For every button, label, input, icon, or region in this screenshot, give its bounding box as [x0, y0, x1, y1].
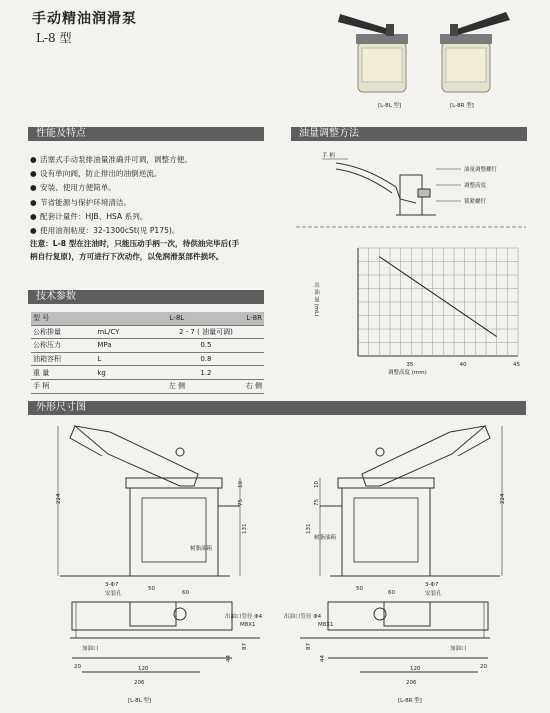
- adjust-label: 油量调整螺钉: [464, 167, 498, 173]
- feature-item: ● 活塞式手动泵排油量准确并可调，调整方便。: [30, 155, 192, 164]
- mount-hole-label: 安装孔: [425, 591, 442, 597]
- param-name: 公称排量: [31, 325, 95, 339]
- dim-206: 206: [406, 680, 417, 686]
- outlet-label: 出油口管径 Φ4: [225, 614, 263, 620]
- thread-label: M8X1: [318, 622, 334, 628]
- dim-50: 50: [148, 586, 155, 592]
- dim-drawing-right: [280, 418, 525, 708]
- param-value: 2 - 7 ( 油量可调): [148, 325, 264, 339]
- dim-224: 224: [500, 493, 506, 504]
- table-row: [31, 325, 264, 339]
- inlet-label: 加油口: [82, 646, 99, 652]
- chart-series-line: [379, 257, 496, 337]
- dim-224: 224: [56, 493, 62, 504]
- outlet-label: 出油口管径 Φ4: [284, 614, 322, 620]
- model-subtitle: L-8 型: [36, 31, 72, 45]
- usage-note-line: 柄自行复原)，方可进行下次动作，以免润滑泵部件损坏。: [30, 252, 224, 261]
- dim-87: 87: [306, 643, 312, 650]
- feature-item: ● 安装、使用方便简单。: [30, 183, 116, 193]
- pump-photo-left: [338, 14, 408, 92]
- dim-drawing-left: [30, 418, 275, 708]
- adjust-label: 锁紧螺钉: [464, 199, 487, 205]
- chart-tick-label: 45: [513, 362, 520, 368]
- dim-44: 44: [226, 655, 232, 662]
- table-header: [31, 312, 264, 325]
- param-value: 1.2: [148, 366, 264, 380]
- table-row: [31, 379, 264, 393]
- dim-60: 60: [388, 590, 395, 596]
- drawing-caption: [L-8R 型]: [398, 698, 422, 704]
- adjust-handle-label: 手 柄: [322, 153, 335, 159]
- adjust-diagram: [296, 145, 526, 235]
- section-params: 技术参数: [28, 290, 264, 304]
- resin-tank-label: 树脂油箱: [314, 535, 337, 541]
- table-row: [31, 339, 264, 353]
- param-value: 右 侧: [206, 379, 264, 393]
- param-unit: kg: [95, 366, 148, 380]
- product-photos: [330, 4, 530, 116]
- dim-44: 44: [320, 655, 326, 662]
- chart-grid: [358, 248, 518, 356]
- thread-label: M8X1: [240, 622, 256, 628]
- section-adjust: 油量调整方法: [291, 127, 527, 141]
- usage-note-line: 注意：L-8 型在注油时，只能压动手柄一次，待供油完毕后(手: [30, 239, 240, 248]
- table-row: [31, 352, 264, 366]
- feature-item: ● 配套计量件：HJB、HSA 系列。: [30, 211, 148, 221]
- param-value: 0.8: [148, 352, 264, 366]
- param-value: 左 侧: [148, 379, 206, 393]
- dim-206: 206: [134, 680, 145, 686]
- dim-20: 20: [480, 664, 487, 670]
- photo-caption-right: [L-8R 型]: [450, 103, 474, 109]
- mount-hole-label: 3-Φ7: [105, 582, 119, 588]
- param-unit: MPa: [95, 339, 148, 353]
- page-title: 手动精油润滑泵: [32, 11, 137, 27]
- feature-item: ● 使用油剂粘度：32-1300cSt(见 P175)。: [30, 226, 180, 236]
- dim-10: 10: [314, 481, 320, 488]
- chart-tick-label: 40: [459, 362, 467, 368]
- dim-20: 20: [74, 664, 81, 670]
- feature-list: [30, 153, 280, 238]
- feature-item: ● 设有单向阀，防止排出的油倒逆流。: [30, 169, 162, 179]
- table-row: [31, 366, 264, 380]
- param-name: 手 柄: [31, 379, 148, 393]
- mount-hole-label: 安装孔: [105, 591, 122, 597]
- dim-75: 75: [238, 499, 244, 506]
- drawing-caption: [L-8L 型]: [128, 698, 152, 704]
- param-name: 重 量: [31, 366, 95, 380]
- mount-hole-label: 3-Φ7: [425, 582, 439, 588]
- dim-120: 120: [138, 666, 149, 672]
- adjust-label: 调整高度: [464, 183, 487, 189]
- pump-photo-right: [440, 12, 510, 92]
- chart-tick-label: 35: [406, 362, 414, 368]
- dim-87: 87: [242, 643, 248, 650]
- usage-note: [30, 237, 280, 263]
- chart-ticks: [406, 362, 520, 368]
- section-dims: 外形尺寸图: [28, 401, 526, 415]
- dim-131: 131: [242, 523, 248, 534]
- dim-75: 75: [314, 499, 320, 506]
- oil-volume-chart: [296, 240, 526, 380]
- feature-item: ● 节省能源与保护环境清洁。: [30, 197, 132, 207]
- chart-xlabel: 调整高度 (mm): [388, 370, 427, 376]
- dim-10: 10: [238, 481, 244, 488]
- inlet-label: 加油口: [450, 646, 467, 652]
- resin-tank-label: 树脂油箱: [190, 546, 213, 552]
- dim-131: 131: [306, 523, 312, 534]
- param-value: 0.5: [148, 339, 264, 353]
- param-unit: mL/CY: [95, 325, 148, 339]
- param-name: 公称压力: [31, 339, 95, 353]
- chart-ylabel: 出 油 量 (mL): [313, 282, 319, 317]
- header-cell: L-8L: [148, 312, 206, 325]
- header-cell: 型 号: [31, 312, 148, 325]
- photo-caption-left: [L-8L 型]: [378, 103, 402, 109]
- param-unit: L: [95, 352, 148, 366]
- spec-table: [31, 312, 264, 394]
- dim-120: 120: [410, 666, 421, 672]
- header-cell: L-8R: [206, 312, 264, 325]
- dim-50: 50: [356, 586, 363, 592]
- dim-60: 60: [182, 590, 189, 596]
- section-features: 性能及特点: [28, 127, 264, 141]
- param-name: 油箱容积: [31, 352, 95, 366]
- chart-series: [379, 257, 496, 337]
